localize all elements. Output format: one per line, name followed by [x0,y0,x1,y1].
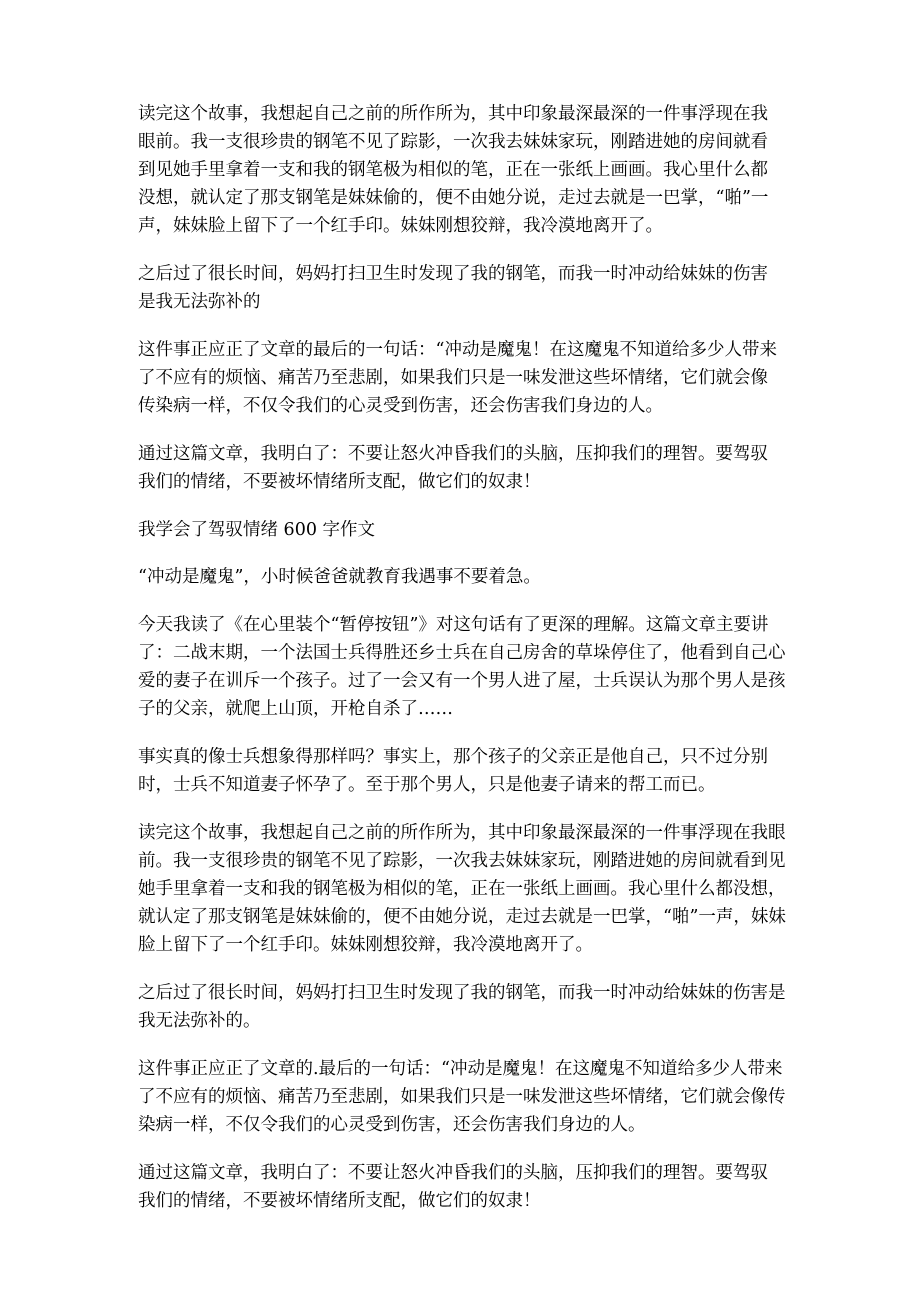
essay-title: 我学会了驾驭情绪 600 字作文 [138,520,376,540]
paragraph: “冲动是魔鬼”，小时候爸爸就教育我遇事不要着急。 [138,567,541,587]
paragraph: 这件事正应正了文章的最后的一句话：“冲动是魔鬼！在这魔鬼不知道给多少人带来了不应有的烦恼、痛苦乃至悲剧，如果我们只是一味发泄这些坏情绪，它们就会像传染病一样，不仅令我们的心灵受到伤害，还会伤害我们身边的人。 [138,340,777,416]
paragraph: 之后过了很长时间，妈妈打扫卫生时发现了我的钢笔，而我一时冲动给妹妹的伤害是我无法弥补的 [138,264,768,312]
paragraph: 之后过了很长时间，妈妈打扫卫生时发现了我的钢笔，而我一时冲动给妹妹的伤害是我无法弥补的。 [138,983,786,1031]
paragraph: 这件事正应正了文章的.最后的一句话：“冲动是魔鬼！在这魔鬼不知道给多少人带来了不应有的烦恼、痛苦乃至悲剧，如果我们只是一味发泄这些坏情绪，它们就会像传染病一样，不仅令我们的心灵受到伤害，还会伤害我们身边的人。 [138,1059,786,1135]
document-body [138,100,788,1235]
paragraph: 读完这个故事，我想起自己之前的所作所为，其中印象最深最深的一件事浮现在我眼前。我一支很珍贵的钢笔不见了踪影，一次我去妹妹家玩，刚踏进她的房间就看到见她手里拿着一支和我的钢笔极为相似的笔，正在一张纸上画画。我心里什么都没想，就认定了那支钢笔是妹妹偷的，便不由她分说，走过去就是一巴掌，“啪”一声，妹妹脸上留下了一个红手印。妹妹刚想狡辩，我冷漠地离开了。 [138,104,769,236]
paragraph: 今天我读了《在心里装个“暂停按钮”》对这句话有了更深的理解。这篇文章主要讲了：二战末期，一个法国士兵得胜还乡士兵在自己房舍的草垛停住了，他看到自己心爱的妻子在训斥一个孩子。过了一会又有一个男人进了屋，士兵误认为那个男人是孩子的父亲，就爬上山顶，开枪自杀了…… [138,615,786,719]
paragraph: 事实真的像士兵想象得那样吗？事实上，那个孩子的父亲正是他自己，只不过分别时，士兵不知道妻子怀孕了。至于那个男人，只是他妻子请来的帮工而已。 [138,747,768,795]
paragraph: 读完这个故事，我想起自己之前的所作所为，其中印象最深最深的一件事浮现在我眼前。我一支很珍贵的钢笔不见了踪影，一次我去妹妹家玩，刚踏进她的房间就看到见她手里拿着一支和我的钢笔极为相似的笔，正在一张纸上画画。我心里什么都没想，就认定了那支钢笔是妹妹偷的，便不由她分说，走过去就是一巴掌，“啪”一声，妹妹脸上留下了一个红手印。妹妹刚想狡辩，我冷漠地离开了。 [138,823,786,955]
paragraph: 通过这篇文章，我明白了：不要让怒火冲昏我们的头脑，压抑我们的理智。要驾驭我们的情绪，不要被坏情绪所支配，做它们的奴隶！ [138,444,768,492]
paragraph: 通过这篇文章，我明白了：不要让怒火冲昏我们的头脑，压抑我们的理智。要驾驭我们的情绪，不要被坏情绪所支配，做它们的奴隶！ [138,1163,768,1211]
